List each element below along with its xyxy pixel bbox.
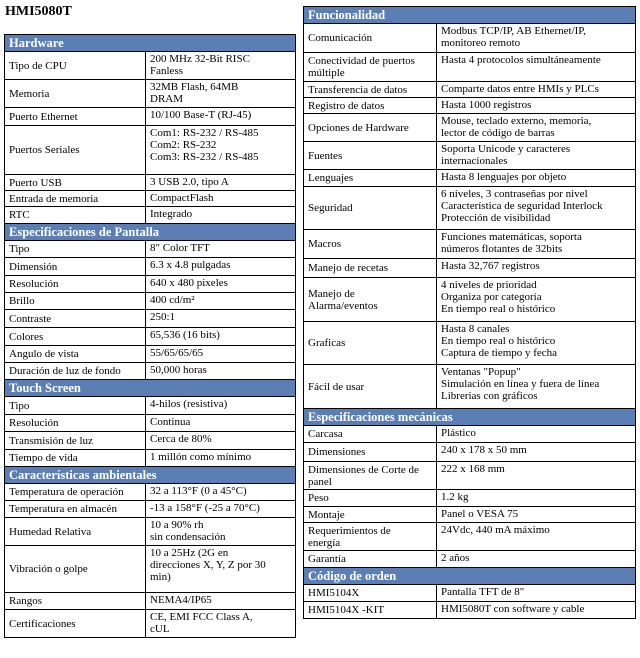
spec-label: Transmisión de luz — [5, 432, 146, 450]
spec-row — [5, 397, 296, 415]
spec-label: Transferencia de datos — [304, 82, 437, 98]
spec-label: Montaje — [304, 507, 437, 523]
spec-row — [304, 142, 636, 170]
spec-row — [304, 230, 636, 259]
left-spec-body — [5, 35, 296, 638]
spec-value: Integrado — [146, 207, 296, 224]
spec-value: 250:1 — [146, 310, 296, 328]
spec-value: 8" Color TFT — [146, 241, 296, 258]
section-header-row — [5, 380, 296, 397]
spec-row — [304, 365, 636, 409]
spec-value: 1 millón como mínimo — [146, 450, 296, 467]
spec-label: Vibración o golpe — [5, 546, 146, 593]
spec-value: Hasta 8 canales En tiempo real o histórico Captura de tiempo y fecha — [437, 322, 636, 365]
spec-value: 2 años — [437, 551, 636, 568]
spec-row — [5, 241, 296, 258]
spec-label: Resolución — [5, 276, 146, 293]
section-header-especificaciones-de-pantalla: Especificaciones de Pantalla — [5, 224, 296, 241]
spec-label: Conectividad de puertos múltiple — [304, 53, 437, 82]
spec-label: Rangos — [5, 593, 146, 610]
spec-value: -13 a 158°F (-25 a 70°C) — [146, 501, 296, 518]
section-header-touch-screen: Touch Screen — [5, 380, 296, 397]
section-header-funcionalidad: Funcionalidad — [304, 7, 636, 24]
spec-value: Mouse, teclado externo, memoria, lector de código de barras — [437, 114, 636, 142]
spec-label: Dimensiones de Corte de panel — [304, 462, 437, 490]
spec-row — [5, 207, 296, 224]
spec-row — [5, 328, 296, 346]
spec-row — [304, 462, 636, 490]
spec-row — [5, 501, 296, 518]
spec-row — [5, 293, 296, 310]
section-header-caracteristicas-ambientales: Características ambientales — [5, 467, 296, 484]
spec-label: Comunicación — [304, 24, 437, 53]
spec-label: Fuentes — [304, 142, 437, 170]
spec-label: Peso — [304, 490, 437, 507]
spec-row — [5, 346, 296, 363]
spec-row — [5, 52, 296, 80]
left-spec-table — [4, 34, 296, 638]
spec-value: Cerca de 80% — [146, 432, 296, 450]
spec-value: Hasta 4 protocolos simultáneamente — [437, 53, 636, 82]
section-header-row — [304, 568, 636, 585]
spec-value: 4-hilos (resistiva) — [146, 397, 296, 415]
spec-row — [304, 322, 636, 365]
section-header-row — [5, 35, 296, 52]
spec-label: Tipo — [5, 397, 146, 415]
section-header-row — [5, 467, 296, 484]
spec-label: Opciones de Hardware — [304, 114, 437, 142]
spec-value: 24Vdc, 440 mA máximo — [437, 523, 636, 551]
spec-value: Hasta 32,767 registros — [437, 259, 636, 278]
spec-row — [5, 518, 296, 546]
spec-value: 4 niveles de prioridad Organiza por categoría En tiempo real o histórico — [437, 278, 636, 322]
spec-row — [5, 276, 296, 293]
spec-value: 55/65/65/65 — [146, 346, 296, 363]
spec-row — [304, 507, 636, 523]
spec-row — [304, 98, 636, 114]
spec-value: CE, EMI FCC Class A, cUL — [146, 610, 296, 638]
spec-label: HMI5104X — [304, 585, 437, 602]
spec-value: 1.2 kg — [437, 490, 636, 507]
spec-label: Memoria — [5, 80, 146, 108]
spec-label: Macros — [304, 230, 437, 259]
spec-row — [5, 108, 296, 126]
spec-value: 400 cd/m² — [146, 293, 296, 310]
spec-label: Resolución — [5, 415, 146, 432]
spec-label: Registro de datos — [304, 98, 437, 114]
spec-value: 200 MHz 32-Bit RISC Fanless — [146, 52, 296, 80]
spec-label: Puertos Seriales — [5, 126, 146, 175]
spec-value: 10 a 90% rh sin condensación — [146, 518, 296, 546]
spec-row — [5, 363, 296, 380]
spec-label: Contraste — [5, 310, 146, 328]
spec-label: Fácil de usar — [304, 365, 437, 409]
spec-row — [304, 82, 636, 98]
spec-label: Brillo — [5, 293, 146, 310]
spec-row — [304, 443, 636, 462]
spec-row — [5, 546, 296, 593]
spec-value: Com1: RS-232 / RS-485 Com2: RS-232 Com3: RS-232 / RS-485 — [146, 126, 296, 175]
spec-value: Funciones matemáticas, soporta números flotantes de 32bits — [437, 230, 636, 259]
spec-row — [5, 310, 296, 328]
spec-row — [304, 187, 636, 230]
spec-label: Graficas — [304, 322, 437, 365]
spec-value: 50,000 horas — [146, 363, 296, 380]
spec-row — [304, 114, 636, 142]
spec-label: Certificaciones — [5, 610, 146, 638]
spec-label: Temperatura en almacén — [5, 501, 146, 518]
spec-row — [5, 432, 296, 450]
spec-label: Puerto Ethernet — [5, 108, 146, 126]
section-header-codigo-de-orden: Código de orden — [304, 568, 636, 585]
right-spec-body — [304, 7, 636, 619]
page-title: HMI5080T — [5, 4, 72, 19]
spec-label: Humedad Relativa — [5, 518, 146, 546]
spec-value: Plástico — [437, 426, 636, 443]
spec-value: 3 USB 2.0, tipo A — [146, 175, 296, 191]
spec-value: 32MB Flash, 64MB DRAM — [146, 80, 296, 108]
spec-value: Hasta 1000 registros — [437, 98, 636, 114]
section-header-especificaciones-mecanicas: Especificaciones mecánicas — [304, 409, 636, 426]
spec-value: Modbus TCP/IP, AB Ethernet/IP, monitoreo remoto — [437, 24, 636, 53]
spec-label: Temperatura de operación — [5, 484, 146, 501]
spec-label: Colores — [5, 328, 146, 346]
spec-value: NEMA4/IP65 — [146, 593, 296, 610]
spec-row — [304, 259, 636, 278]
section-header-row — [304, 409, 636, 426]
spec-label: Tipo — [5, 241, 146, 258]
spec-label: Carcasa — [304, 426, 437, 443]
spec-label: Dimensión — [5, 258, 146, 276]
spec-row — [5, 415, 296, 432]
spec-value: HMI5080T con software y cable — [437, 602, 636, 619]
right-spec-table — [303, 6, 636, 619]
spec-row — [5, 126, 296, 175]
spec-row — [5, 610, 296, 638]
spec-row — [304, 24, 636, 53]
spec-value: 65,536 (16 bits) — [146, 328, 296, 346]
spec-value: 222 x 168 mm — [437, 462, 636, 490]
spec-row — [304, 602, 636, 619]
spec-row — [5, 175, 296, 191]
spec-value: Pantalla TFT de 8" — [437, 585, 636, 602]
spec-label: HMI5104X -KIT — [304, 602, 437, 619]
spec-row — [5, 593, 296, 610]
spec-label: Angulo de vista — [5, 346, 146, 363]
spec-value: Comparte datos entre HMIs y PLCs — [437, 82, 636, 98]
spec-value: 640 x 480 pixeles — [146, 276, 296, 293]
spec-value: 32 a 113°F (0 a 45°C) — [146, 484, 296, 501]
spec-row — [304, 170, 636, 187]
spec-row — [5, 191, 296, 207]
spec-label: Requerimientos de energía — [304, 523, 437, 551]
spec-label: Garantía — [304, 551, 437, 568]
spec-label: RTC — [5, 207, 146, 224]
spec-label: Entrada de memoria — [5, 191, 146, 207]
spec-value: 6 niveles, 3 contraseñas por nivel Característica de seguridad Interlock Protección de visibilidad — [437, 187, 636, 230]
spec-row — [304, 490, 636, 507]
section-header-hardware: Hardware — [5, 35, 296, 52]
spec-row — [304, 551, 636, 568]
spec-label: Tipo de CPU — [5, 52, 146, 80]
section-header-row — [304, 7, 636, 24]
spec-label: Manejo de recetas — [304, 259, 437, 278]
spec-value: Continua — [146, 415, 296, 432]
section-header-row — [5, 224, 296, 241]
spec-label: Dimensiones — [304, 443, 437, 462]
spec-row — [304, 426, 636, 443]
spec-row — [5, 484, 296, 501]
spec-value: 240 x 178 x 50 mm — [437, 443, 636, 462]
spec-label: Tiempo de vida — [5, 450, 146, 467]
spec-row — [304, 278, 636, 322]
spec-label: Seguridad — [304, 187, 437, 230]
spec-label: Lenguajes — [304, 170, 437, 187]
spec-value: CompactFlash — [146, 191, 296, 207]
spec-row — [304, 523, 636, 551]
spec-value: 10/100 Base-T (RJ-45) — [146, 108, 296, 126]
spec-value: 6.3 x 4.8 pulgadas — [146, 258, 296, 276]
spec-value: Soporta Unicode y caracteres internacionales — [437, 142, 636, 170]
spec-row — [5, 80, 296, 108]
spec-row — [5, 258, 296, 276]
spec-row — [304, 53, 636, 82]
spec-row — [5, 450, 296, 467]
spec-value: Ventanas "Popup" Simulación en línea y fuera de línea Librerias con gráficos — [437, 365, 636, 409]
spec-label: Duración de luz de fondo — [5, 363, 146, 380]
spec-value: Panel o VESA 75 — [437, 507, 636, 523]
spec-value: 10 a 25Hz (2G en direcciones X, Y, Z por 30 min) — [146, 546, 296, 593]
spec-row — [304, 585, 636, 602]
spec-value: Hasta 8 lenguajes por objeto — [437, 170, 636, 187]
spec-label: Puerto USB — [5, 175, 146, 191]
spec-label: Manejo de Alarma/eventos — [304, 278, 437, 322]
